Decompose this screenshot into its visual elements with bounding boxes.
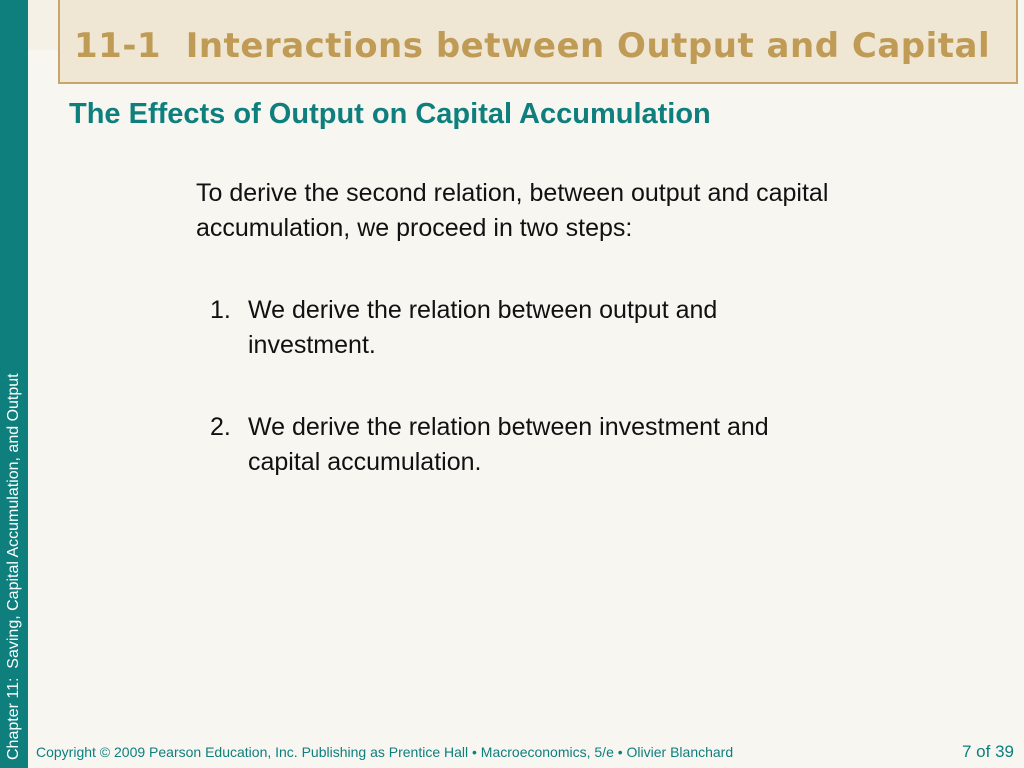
steps-list [196,293,846,527]
step-number: 2. [210,413,231,441]
list-item [196,293,846,363]
step-text: We derive the relation between output and investment. [248,296,718,359]
footer-copyright: Copyright © 2009 Pearson Education, Inc. Publishing as Prentice Hall • Macroeconomics, 5/e • Olivier Blanchard [36,744,734,760]
slide-title: 11-1 Interactions between Output and Capital [74,26,991,66]
list-item [196,410,846,480]
page-indicator: 7 of 39 [962,742,1014,761]
intro-paragraph: To derive the second relation, between output and capital accumulation, we proceed in two steps: [196,179,829,242]
section-subtitle: The Effects of Output on Capital Accumulation [69,98,711,130]
step-number: 1. [210,296,231,324]
chapter-side-label: Chapter 11: Saving, Capital Accumulation, and Output [5,373,22,760]
step-text: We derive the relation between investment and capital accumulation. [248,413,769,476]
corner-accent [28,0,58,50]
